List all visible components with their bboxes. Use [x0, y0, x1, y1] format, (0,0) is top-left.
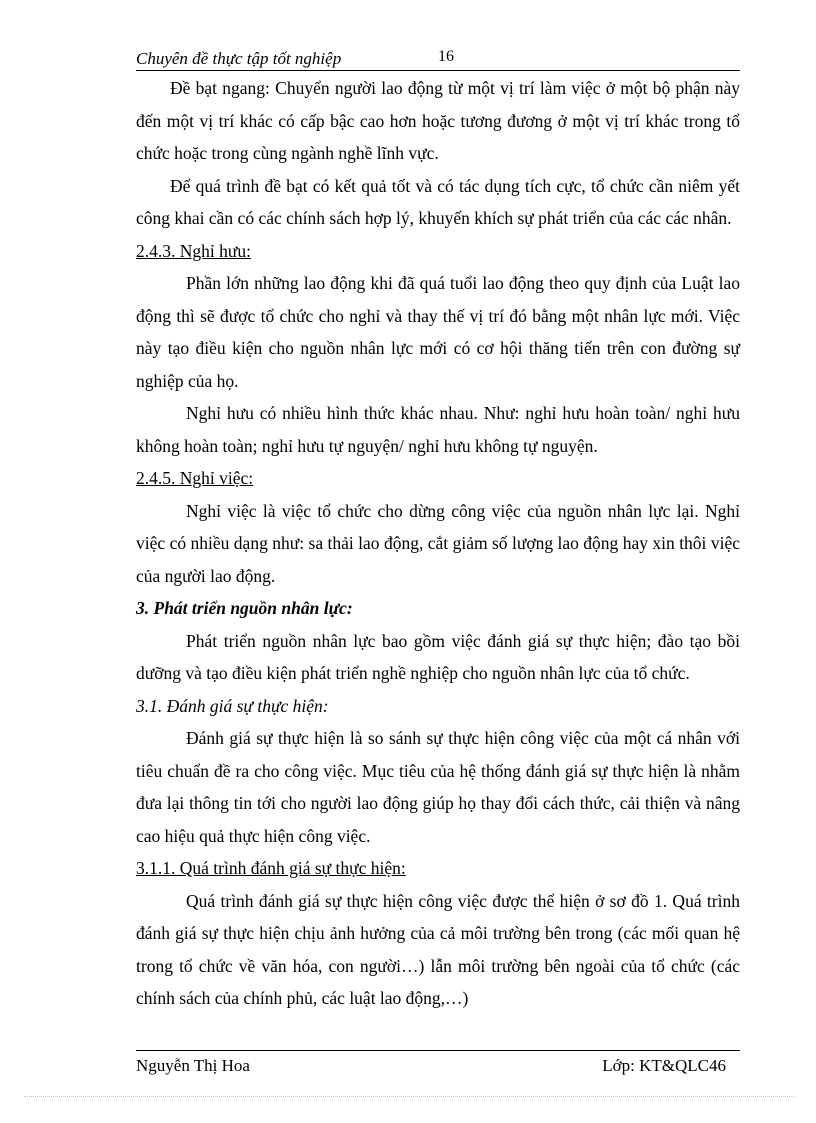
- header-title: Chuyên đề thực tập tốt nghiệp: [136, 49, 342, 68]
- paragraph-nghi-huu-2: Nghỉ hưu có nhiều hình thức khác nhau. Như: nghỉ hưu hoàn toàn/ nghỉ hưu không hoàn toàn; nghỉ hưu tự nguyện/ nghỉ hưu không tự nguyện.: [136, 403, 740, 456]
- paragraph-phat-trien: Phát triển nguồn nhân lực bao gồm việc đánh giá sự thực hiện; đào tạo bồi dưỡng và tạo điều kiện phát triển nghề nghiệp cho nguồn nhân lực của tổ chức.: [136, 630, 740, 683]
- heading-3-1: 3.1. Đánh giá sự thực hiện:: [136, 695, 329, 716]
- heading-2-4-3: 2.4.3. Nghỉ hưu:: [136, 240, 251, 261]
- paragraph-nghi-huu-1: Phần lớn những lao động khi đã quá tuổi lao động theo quy định của Luật lao động thì sẽ được tổ chức cho nghỉ và thay thế vị trí đó bằng một nhân lực mới. Việc này tạo điều kiện cho nguồn nhân lực mới có cơ hội thăng tiến trên con đường sự nghiệp của họ.: [136, 273, 740, 391]
- page-number: 16: [438, 48, 454, 65]
- footer-class: Lớp: KT&QLC46: [602, 1056, 726, 1075]
- paragraph-qua-trinh: Quá trình đánh giá sự thực hiện công việc được thể hiện ở sơ đồ 1. Quá trình đánh giá sự thực hiện chịu ảnh hưởng của cả môi trường bên trong (các mối quan hệ trong tổ chức về văn hóa, con người…) lẫn môi trường bên ngoài của tổ chức (các chính sách của chính phủ, các luật lao động,…): [136, 890, 740, 1008]
- heading-3-1-1: 3.1.1. Quá trình đánh giá sự thực hiện:: [136, 858, 406, 878]
- document-body: [136, 72, 740, 1015]
- paragraph-de-bat-ngang: Đề bạt ngang: Chuyển người lao động từ một vị trí làm việc ở một bộ phận này đến một vị trí khác có cấp bậc cao hơn hoặc tương đương ở một vị trí khác trong tổ chức hoặc trong cùng ngành nghề lĩnh vực.: [136, 78, 740, 163]
- paragraph-nghi-viec: Nghỉ việc là việc tổ chức cho dừng công việc của nguồn nhân lực lại. Nghỉ việc có nhiều dạng như: sa thải lao động, cắt giảm số lượng lao động hay xin thôi việc của người lao động.: [136, 500, 740, 586]
- paragraph-danh-gia: Đánh giá sự thực hiện là so sánh sự thực hiện công việc của một cá nhân với tiêu chuẩn đề ra cho công việc. Mục tiêu của hệ thống đánh giá sự thực hiện là nhằm đưa lại thông tin tới cho người lao động giúp họ thay đổi cách thức, cải thiện và nâng cao hiệu quả thực hiện công việc.: [136, 728, 740, 846]
- paragraph-de-bat-ket-qua: Để quá trình đề bạt có kết quả tốt và có tác dụng tích cực, tổ chức cần niêm yết công khai cần có các chính sách hợp lý, khuyến khích sự phát triển của các các nhân.: [136, 175, 740, 228]
- heading-2-4-5: 2.4.5. Nghỉ việc:: [136, 468, 254, 488]
- page-edge-divider: [24, 1096, 794, 1097]
- page-footer: [136, 1050, 740, 1079]
- footer-author: Nguyễn Thị Hoa: [136, 1056, 250, 1075]
- heading-3: 3. Phát triển nguồn nhân lực:: [136, 598, 353, 618]
- page-header: [136, 48, 740, 71]
